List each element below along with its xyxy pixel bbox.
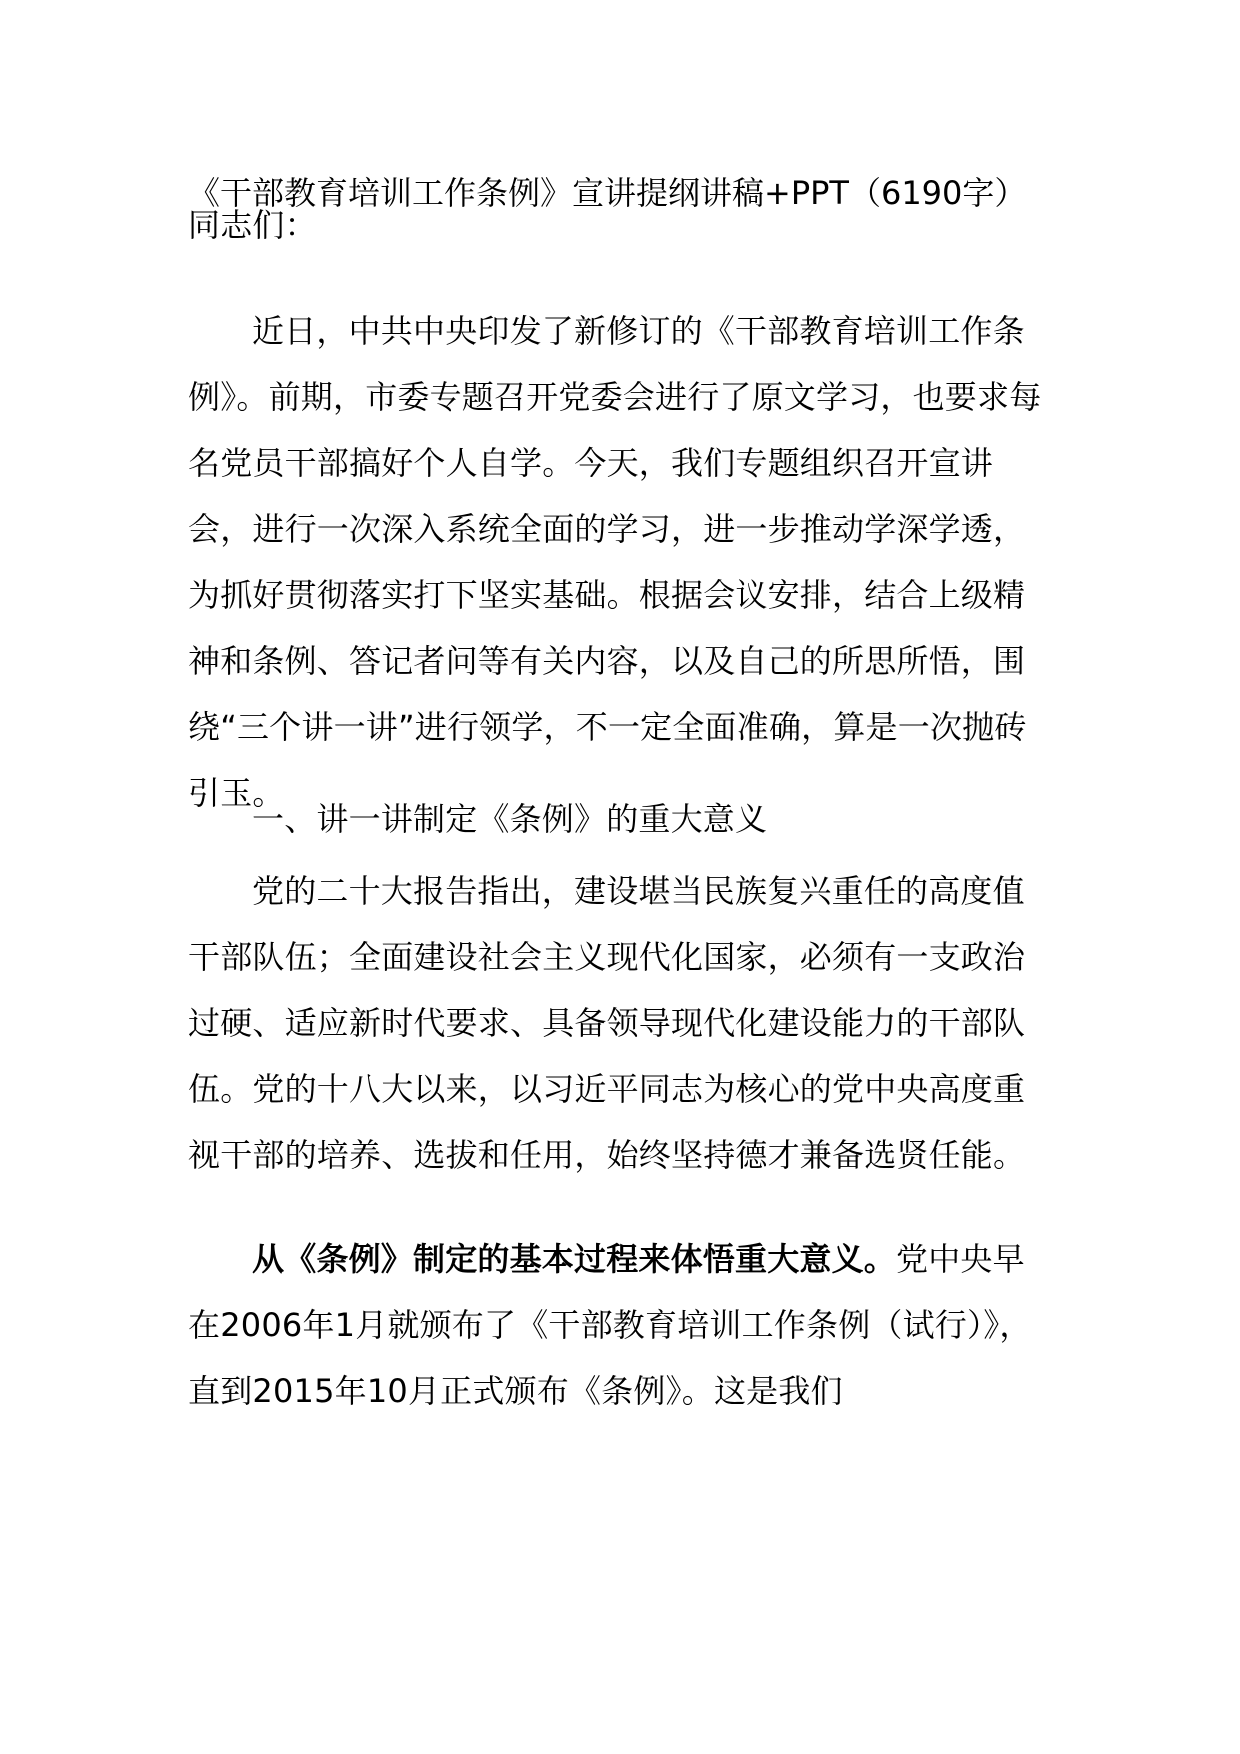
section-heading-1: 一、讲一讲制定《条例》的重大意义 [252,800,768,838]
paragraph-lead-bold: 从《条例》制定的基本过程来体悟重大意义。 [252,1240,897,1278]
document-title: 《干部教育培训工作条例》宣讲提纲讲稿+PPT（6190字） [188,174,1027,212]
salutation: 同志们： [188,206,317,244]
paragraph-body: 党中央早在2006年1月就颁布了《干部教育培训工作条例（试行）》，直到2015年10月正式颁布《条例》。这是我们 [188,1240,1032,1410]
paragraph-process [188,1226,1052,1424]
paragraph-significance: 党的二十大报告指出，建设堪当民族复兴重任的高度值干部队伍；全面建设社会主义现代化国家，必须有一支政治过硬、适应新时代要求、具备领导现代化建设能力的干部队伍。党的十八大以来，以习近平同志为核心的党中央高度重视干部的培养、选拔和任用，始终坚持德才兼备选贤任能。 [188,872,1026,1174]
paragraph-intro: 近日，中共中央印发了新修订的《干部教育培训工作条例》。前期，市委专题召开党委会进行了原文学习，也要求每名党员干部搞好个人自学。今天，我们专题组织召开宣讲会，进行一次深入系统全面的学习，进一步推动学深学透，为抓好贯彻落实打下坚实基础。根据会议安排，结合上级精神和条例、答记者问等有关内容，以及自己的所思所悟，围绕“三个讲一讲”进行领学，不一定全面准确，算是一次抛砖引玉。 [188,312,1042,812]
